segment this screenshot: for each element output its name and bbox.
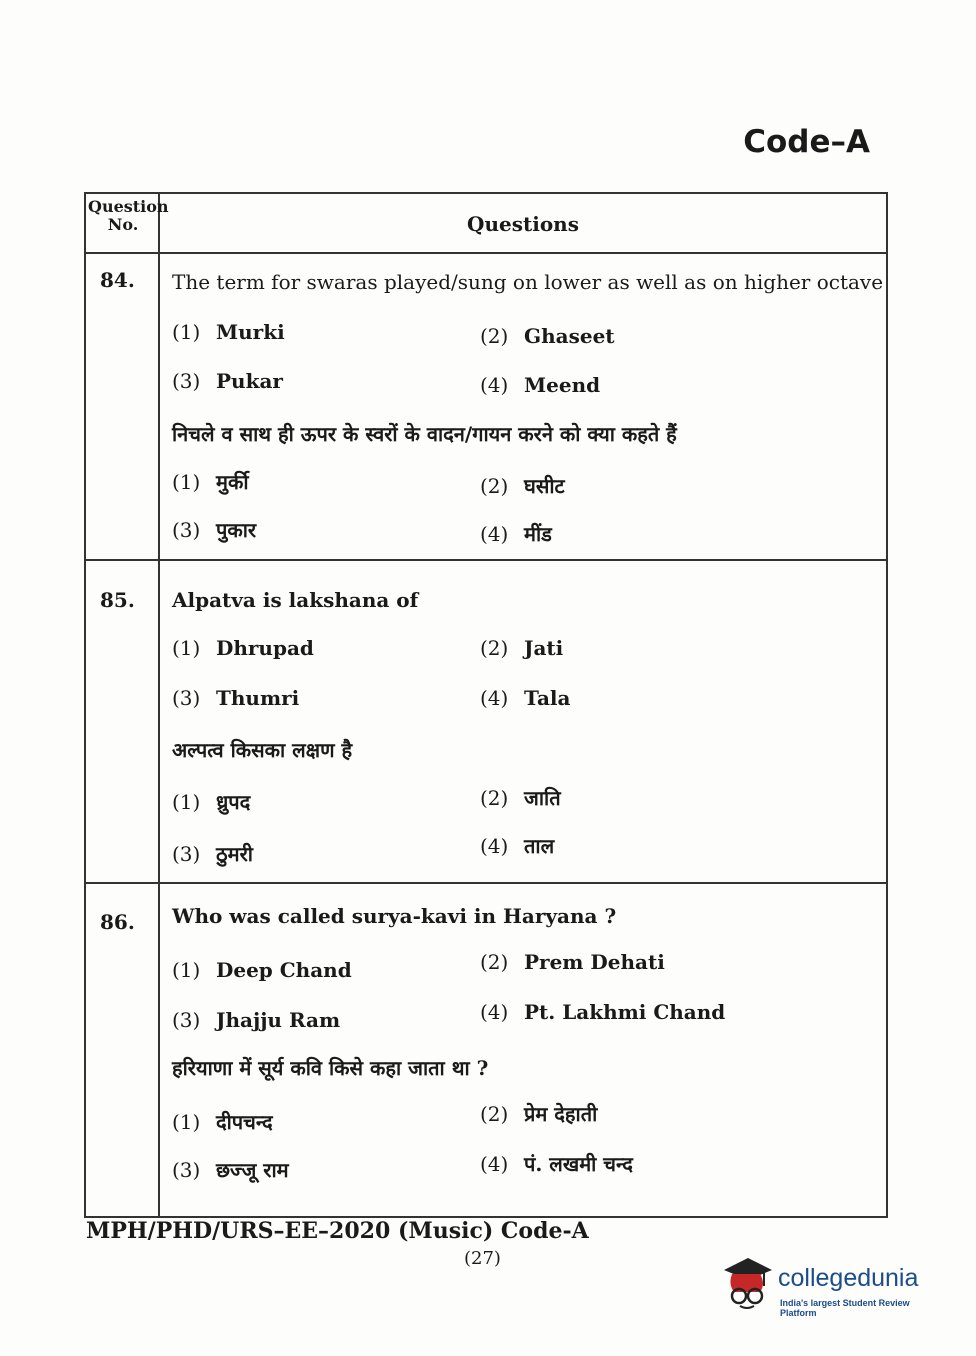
question-stem-hindi: हरियाणा में सूर्य कवि किसे कहा जाता था ? xyxy=(172,1056,489,1080)
brand-name: collegedunia xyxy=(778,1264,919,1292)
option-en-3: (3) Jhajju Ram xyxy=(172,1008,341,1032)
option-en-4: (4) Tala xyxy=(480,686,571,710)
column-divider xyxy=(158,194,160,1216)
footer-paper-code: MPH/PHD/URS–EE–2020 (Music) Code-A xyxy=(86,1218,589,1244)
graduate-mascot-icon xyxy=(718,1252,776,1312)
question-number: 84. xyxy=(100,268,135,292)
option-en-2: (2) Prem Dehati xyxy=(480,950,665,974)
question-stem-english: Who was called surya-kavi in Haryana ? xyxy=(172,904,617,928)
option-en-2: (2) Ghaseet xyxy=(480,324,615,348)
option-hi-3: (3) छज्जू राम xyxy=(172,1158,289,1182)
option-hi-3: (3) पुकार xyxy=(172,518,257,542)
header-divider xyxy=(86,252,886,254)
question-table xyxy=(84,192,888,1218)
header-questions: Questions xyxy=(467,212,579,236)
option-en-1: (1) Deep Chand xyxy=(172,958,352,982)
option-hi-2: (2) जाति xyxy=(480,786,561,810)
option-hi-1: (1) ध्रुपद xyxy=(172,790,251,814)
brand-tagline: India's largest Student Review Platform xyxy=(780,1298,910,1318)
option-en-4: (4) Pt. Lakhmi Chand xyxy=(480,1000,726,1024)
paper-code: Code–A xyxy=(743,124,870,160)
question-stem-english: The term for swaras played/sung on lower as well as on higher octave xyxy=(172,270,884,294)
option-hi-4: (4) ताल xyxy=(480,834,555,858)
option-en-1: (1) Murki xyxy=(172,320,285,344)
option-en-3: (3) Thumri xyxy=(172,686,300,710)
row-divider xyxy=(86,559,886,561)
page-number: (27) xyxy=(464,1248,501,1269)
option-en-2: (2) Jati xyxy=(480,636,564,660)
question-number: 85. xyxy=(100,588,135,612)
collegedunia-logo xyxy=(718,1248,948,1318)
option-hi-4: (4) पं. लखमी चन्द xyxy=(480,1152,633,1176)
option-en-4: (4) Meend xyxy=(480,373,601,397)
option-hi-2: (2) घसीट xyxy=(480,474,565,498)
option-hi-4: (4) मींड xyxy=(480,522,552,546)
row-divider xyxy=(86,882,886,884)
option-en-3: (3) Pukar xyxy=(172,369,283,393)
option-hi-1: (1) दीपचन्द xyxy=(172,1110,273,1134)
header-question-no: Question No. xyxy=(88,197,169,234)
question-stem-hindi: अल्पत्व किसका लक्षण है xyxy=(172,738,353,762)
option-hi-1: (1) मुर्की xyxy=(172,470,249,494)
option-en-1: (1) Dhrupad xyxy=(172,636,314,660)
option-hi-2: (2) प्रेम देहाती xyxy=(480,1102,598,1126)
option-hi-3: (3) ठुमरी xyxy=(172,842,253,866)
question-number: 86. xyxy=(100,910,135,934)
question-stem-english: Alpatva is lakshana of xyxy=(172,588,419,612)
question-stem-hindi: निचले व साथ ही ऊपर के स्वरों के वादन/गायन करने को क्या कहते हैं xyxy=(172,422,677,446)
